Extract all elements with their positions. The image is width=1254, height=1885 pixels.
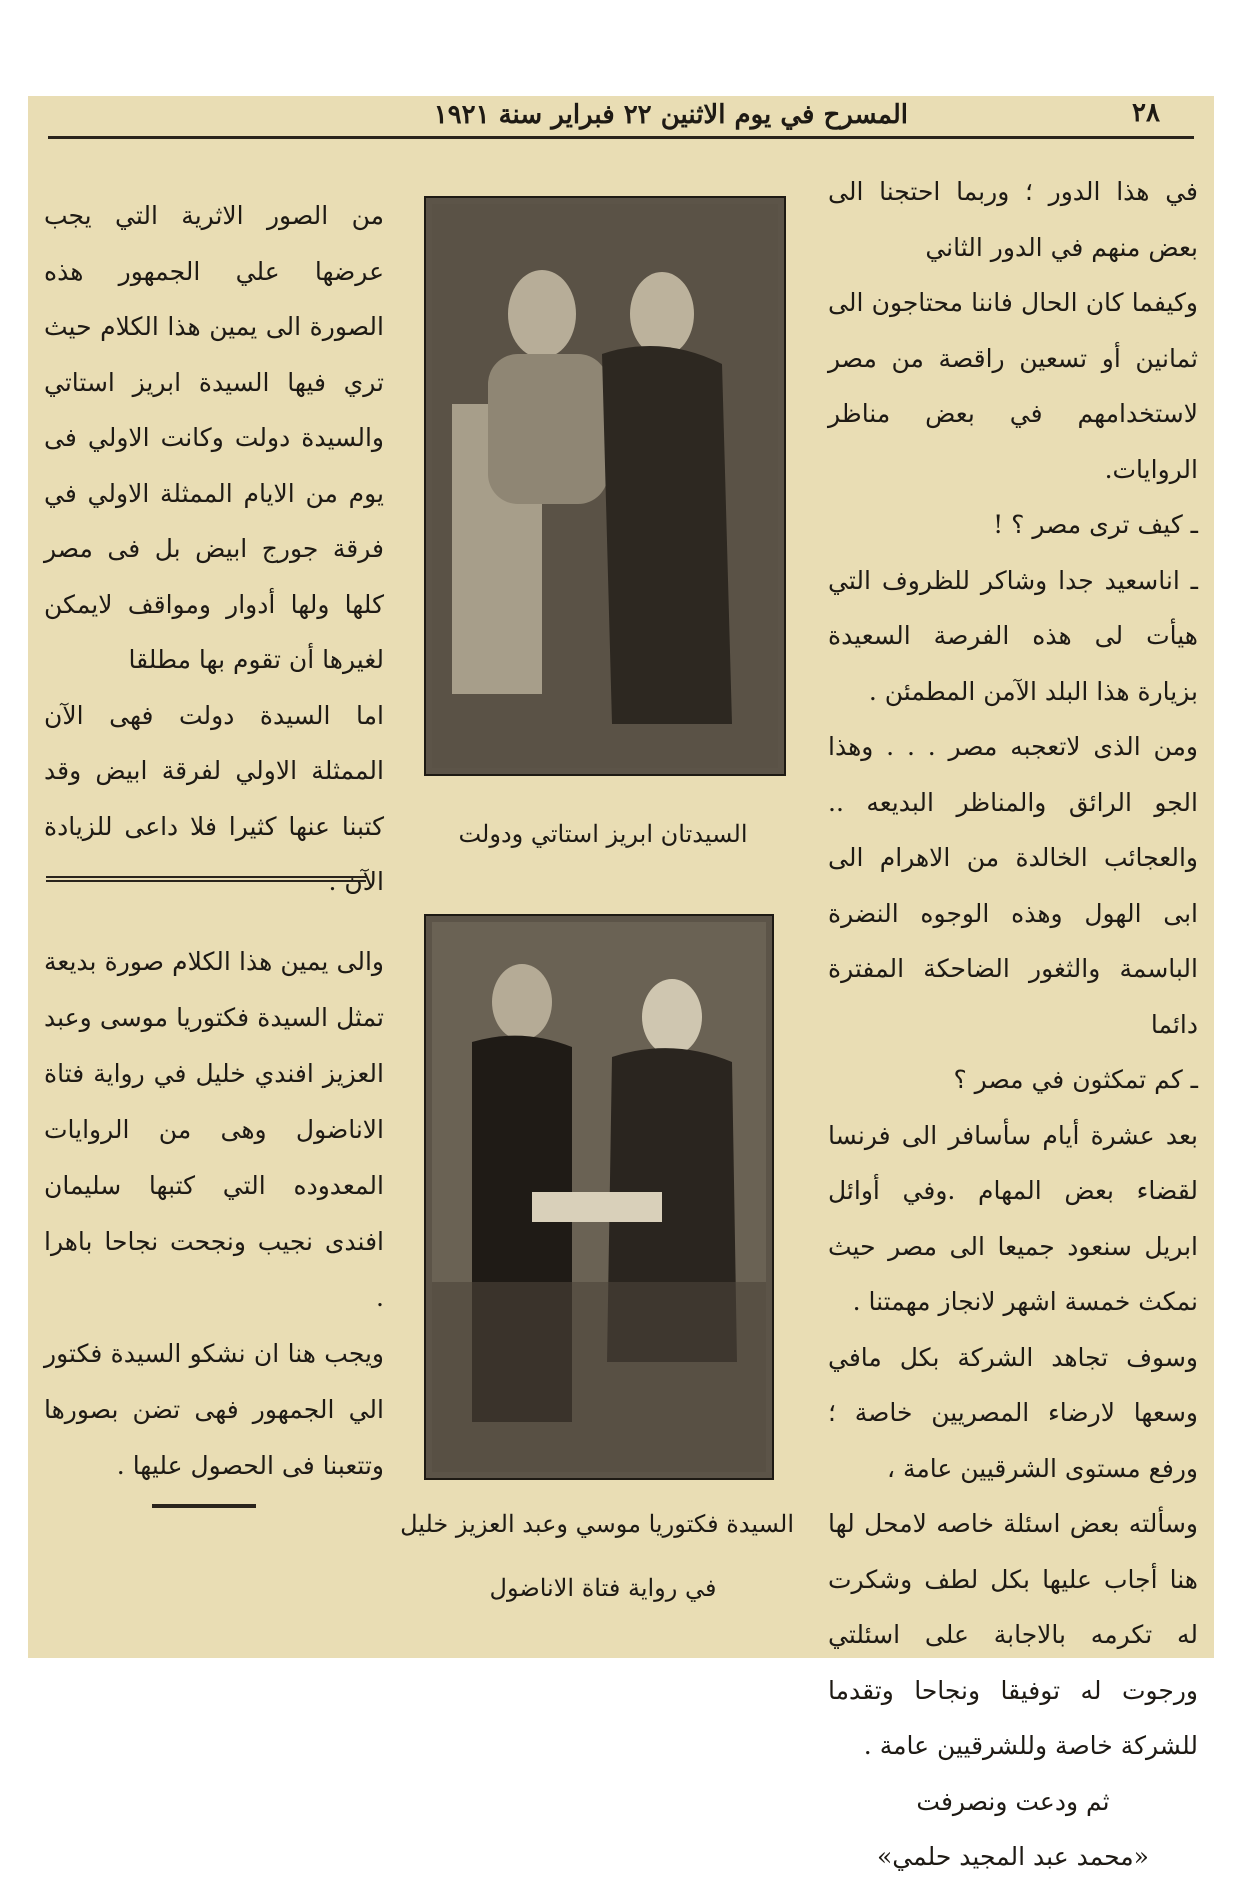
section-divider (46, 876, 366, 882)
paragraph: ويجب هنا ان نشكو السيدة فكتور الي الجمهور فهى تضن بصورها وتتعبنا فى الحصول عليها . (44, 1339, 384, 1480)
paragraph: ـ كيف ترى مصر ؟ ! (993, 510, 1198, 539)
paragraph: وسألته بعض اسئلة خاصه لامحل لها هنا أجاب عليها بكل لطف وشكرت له تكرمه بالاجابة على اسئلتي ورجوت له توفيقا ونجاحا وتقدما للشركة خاصة وللشرقيين عامة . (828, 1509, 1198, 1760)
photo-image (432, 922, 766, 1472)
paragraph: في هذا الدور ؛ وربما احتجنا الى بعض منهم في الدور الثاني (828, 177, 1198, 262)
page-header (48, 96, 1194, 139)
photo-caption: في رواية فتاة الاناضول (489, 1574, 717, 1602)
paragraph: ـ اناسعيد جدا وشاكر للظروف التي هيأت لى هذه الفرصة السعيدة بزيارة هذا البلد الآمن المطمئن . (828, 565, 1198, 706)
page-number: ٢٨ (1132, 98, 1160, 128)
author-signature: «محمد عبد المجيد حلمي» (877, 1842, 1149, 1871)
left-column-bottom (44, 934, 384, 1494)
photo-couple (424, 914, 774, 1480)
photo-caption: السيدة فكتوريا موسي وعبد العزيز خليل (400, 1510, 794, 1538)
paragraph: ـ كم تمكثون في مصر ؟ (953, 1065, 1198, 1094)
paragraph: من الصور الاثرية التي يجب عرضها علي الجمهور هذه الصورة الى يمين هذا الكلام حيث تري فيها السيدة ابريز استاتي والسيدة دولت وكانت الاولي فى يوم من الايام الممثلة الاولي في فرقة جورج ابيض بل فى مصر كلها ولها أدوار ومواقف لايمكن لغيرها أن تقوم بها مطلقا (44, 201, 384, 674)
running-title: المسرح في يوم الاثنين ٢٢ فبراير سنة ١٩٢١ (433, 100, 908, 130)
photo-two-ladies (424, 196, 786, 776)
paragraph: ومن الذى لاتعجبه مصر . . . وهذا الجو الرائق والمناظر البديعه .. والعجائب الخالدة من الاهرام الى ابى الهول وهذه الوجوه النضرة الباسمة والثغور الضاحكة المفترة دائما (828, 732, 1198, 1039)
paragraph: اما السيدة دولت فهى الآن الممثلة الاولي لفرقة ابيض وقد كتبنا عنها كثيرا فلا داعى للزيادة الآن . (44, 700, 384, 896)
photo-image (432, 204, 778, 768)
left-column-top (44, 188, 384, 910)
photo-caption: السيدتان ابريز استاتي ودولت (458, 820, 748, 848)
paragraph: والى يمين هذا الكلام صورة بديعة تمثل السيدة فكتوريا موسى وعبد العزيز افندي خليل في رواية فتاة الاناضول وهى من الروايات المعدوده التي كتبها سليمان افندى نجيب ونجحت نجاحا باهرا . (44, 947, 384, 1312)
paragraph: ثم ودعت ونصرفت (916, 1786, 1110, 1816)
paragraph: وكيفما كان الحال فاننا محتاجون الى ثمانين أو تسعين راقصة من مصر لاستخدامهم في بعض مناظر الروايات. (828, 288, 1198, 484)
end-divider (152, 1504, 256, 1508)
right-column (828, 164, 1198, 1885)
paragraph: بعد عشرة أيام سأسافر الى فرنسا لقضاء بعض المهام .وفي أوائل ابريل سنعود جميعا الى مصر حيث نمكث خمسة اشهر لانجاز مهمتنا . (828, 1120, 1198, 1316)
paragraph: وسوف تجاهد الشركة بكل مافي وسعها لارضاء المصريين خاصة ؛ ورفع مستوى الشرقيين عامة ، (828, 1342, 1198, 1483)
magazine-page (28, 96, 1214, 1871)
